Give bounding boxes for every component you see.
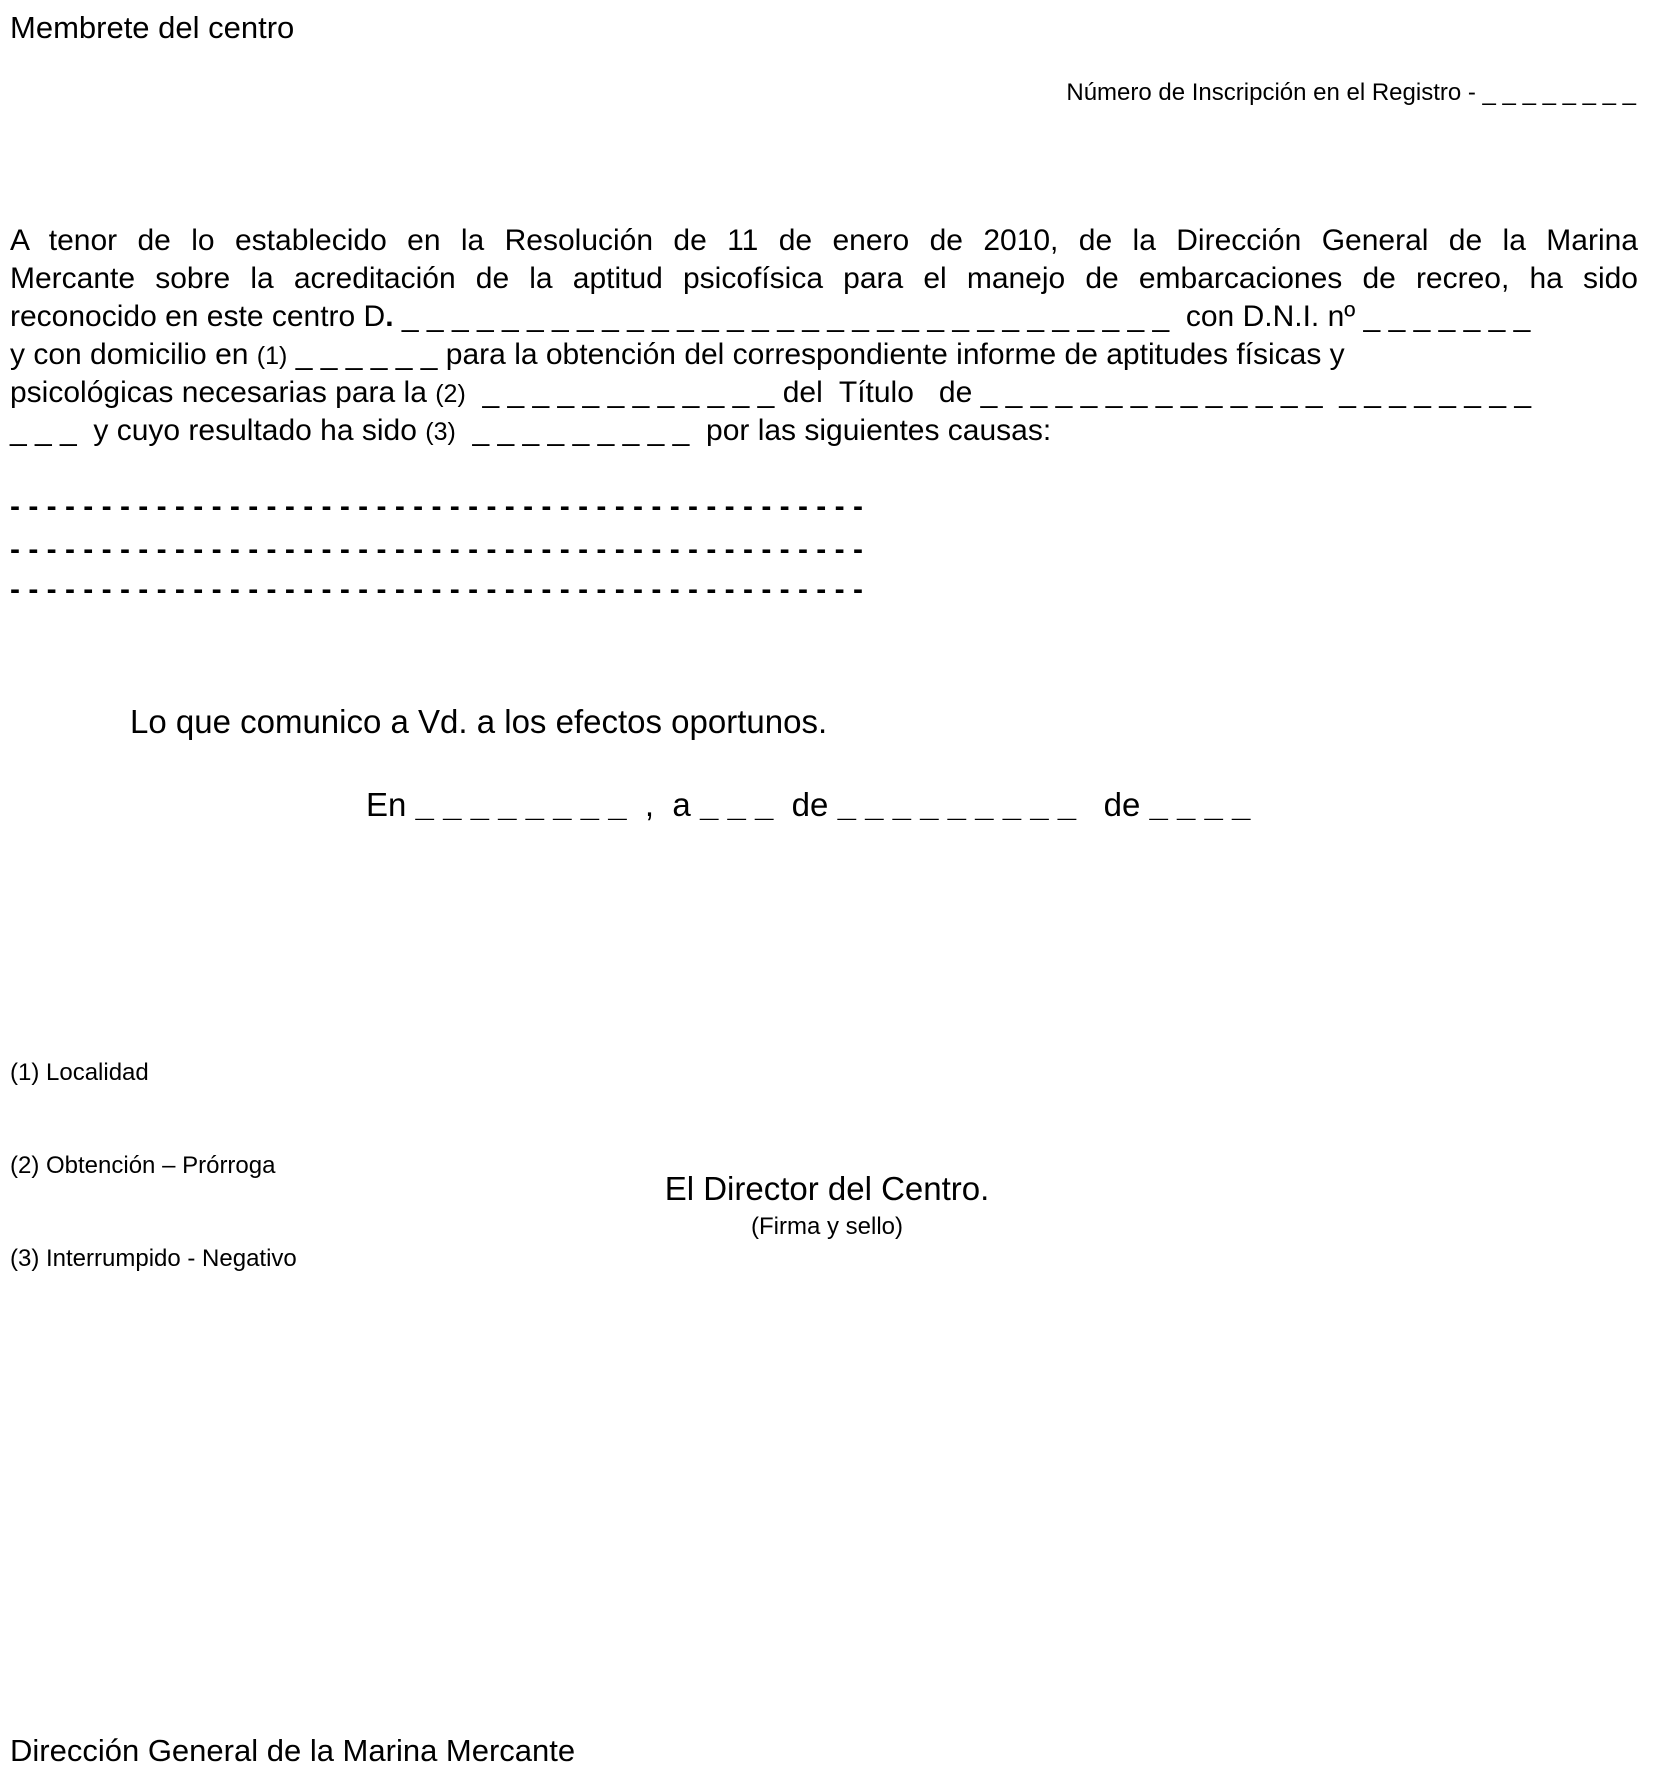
cause-line-1: - - - - - - - - - - - - - - - - - - - - - - - - - - - - - - - - - - - - - - - - - - - - - - -	[10, 490, 863, 523]
cause-line-2: - - - - - - - - - - - - - - - - - - - - - - - - - - - - - - - - - - - - - - - - - - - - - - -	[10, 533, 863, 566]
dot: .	[385, 300, 394, 333]
title-text: _ _ _ _ _ _ _ _ _ _ _ _ del Título de _ _ _ _ _ _ _ _ _ _ _ _ _ _ _ _ _ _ _ _ _ _	[465, 376, 1532, 409]
footnote-2: (2) Obtención – Prórroga	[10, 1152, 276, 1179]
body-line-3	[10, 298, 1638, 336]
year-blank: _ _ _ _	[1149, 786, 1251, 823]
dni-text: con D.N.I. nº _ _ _ _ _ _ _	[1177, 300, 1531, 333]
footnote-1: (1) Localidad	[10, 1059, 149, 1086]
ref-2: (2)	[435, 380, 466, 408]
body-line-5	[10, 374, 1638, 413]
director-signature-label: El Director del Centro.	[664, 1170, 990, 1207]
body-line-4	[10, 336, 1638, 375]
day-blank: _ _ _	[699, 786, 774, 823]
purpose-text: _ _ _ _ _ _ para la obtención del correspondiente informe de aptitudes físicas y	[287, 338, 1345, 371]
a-text: , a	[626, 786, 700, 823]
place-blank: _ _ _ _ _ _ _ _	[415, 786, 627, 823]
footer-authority: Dirección General de la Marina Mercante	[10, 1733, 576, 1768]
ref-3: (3)	[425, 418, 456, 446]
registration-number-field: Número de Inscripción en el Registro - _ _ _ _ _ _ _ _	[1066, 79, 1636, 106]
body-line-2: Mercante sobre la acreditación de la aptitud psicofísica para el manejo de embarcaciones de recreo, ha sido	[10, 262, 1638, 295]
domicile-text: y con domicilio en	[10, 338, 257, 371]
causes-intro-text: _ _ _ _ _ _ _ _ _ por las siguientes causas:	[455, 414, 1052, 447]
result-text: _ _ _ y cuyo resultado ha sido	[10, 414, 426, 447]
footnote-3: (3) Interrumpido - Negativo	[10, 1245, 297, 1272]
name-blank: _ _ _ _ _ _ _ _ _ _ _ _ _ _ _ _ _ _ _ _ _ _ _ _ _ _ _ _ _ _ _	[393, 300, 1178, 333]
footnotes	[10, 995, 297, 1305]
body-line-6	[10, 412, 1638, 451]
de-text-1: de	[773, 786, 838, 823]
necessary-text: psicológicas necesarias para la	[10, 376, 436, 409]
ref-1: (1)	[256, 342, 288, 370]
recognized-text: reconocido en este centro D	[10, 300, 386, 333]
signature-stamp-label: (Firma y sello)	[750, 1213, 903, 1240]
cause-line-3: - - - - - - - - - - - - - - - - - - - - - - - - - - - - - - - - - - - - - - - - - - - - - - -	[10, 573, 863, 606]
body-line-1: A tenor de lo establecido en la Resolución de 11 de enero de 2010, de la Dirección General de la Marina	[10, 224, 1638, 257]
de-text-2: de	[1076, 786, 1150, 823]
communication-text: Lo que comunico a Vd. a los efectos oportunos.	[130, 703, 828, 740]
place-date-line	[366, 786, 1250, 824]
en-text: En	[366, 786, 416, 823]
letterhead-label: Membrete del centro	[10, 10, 295, 45]
month-blank: _ _ _ _ _ _ _ _ _	[837, 786, 1077, 823]
